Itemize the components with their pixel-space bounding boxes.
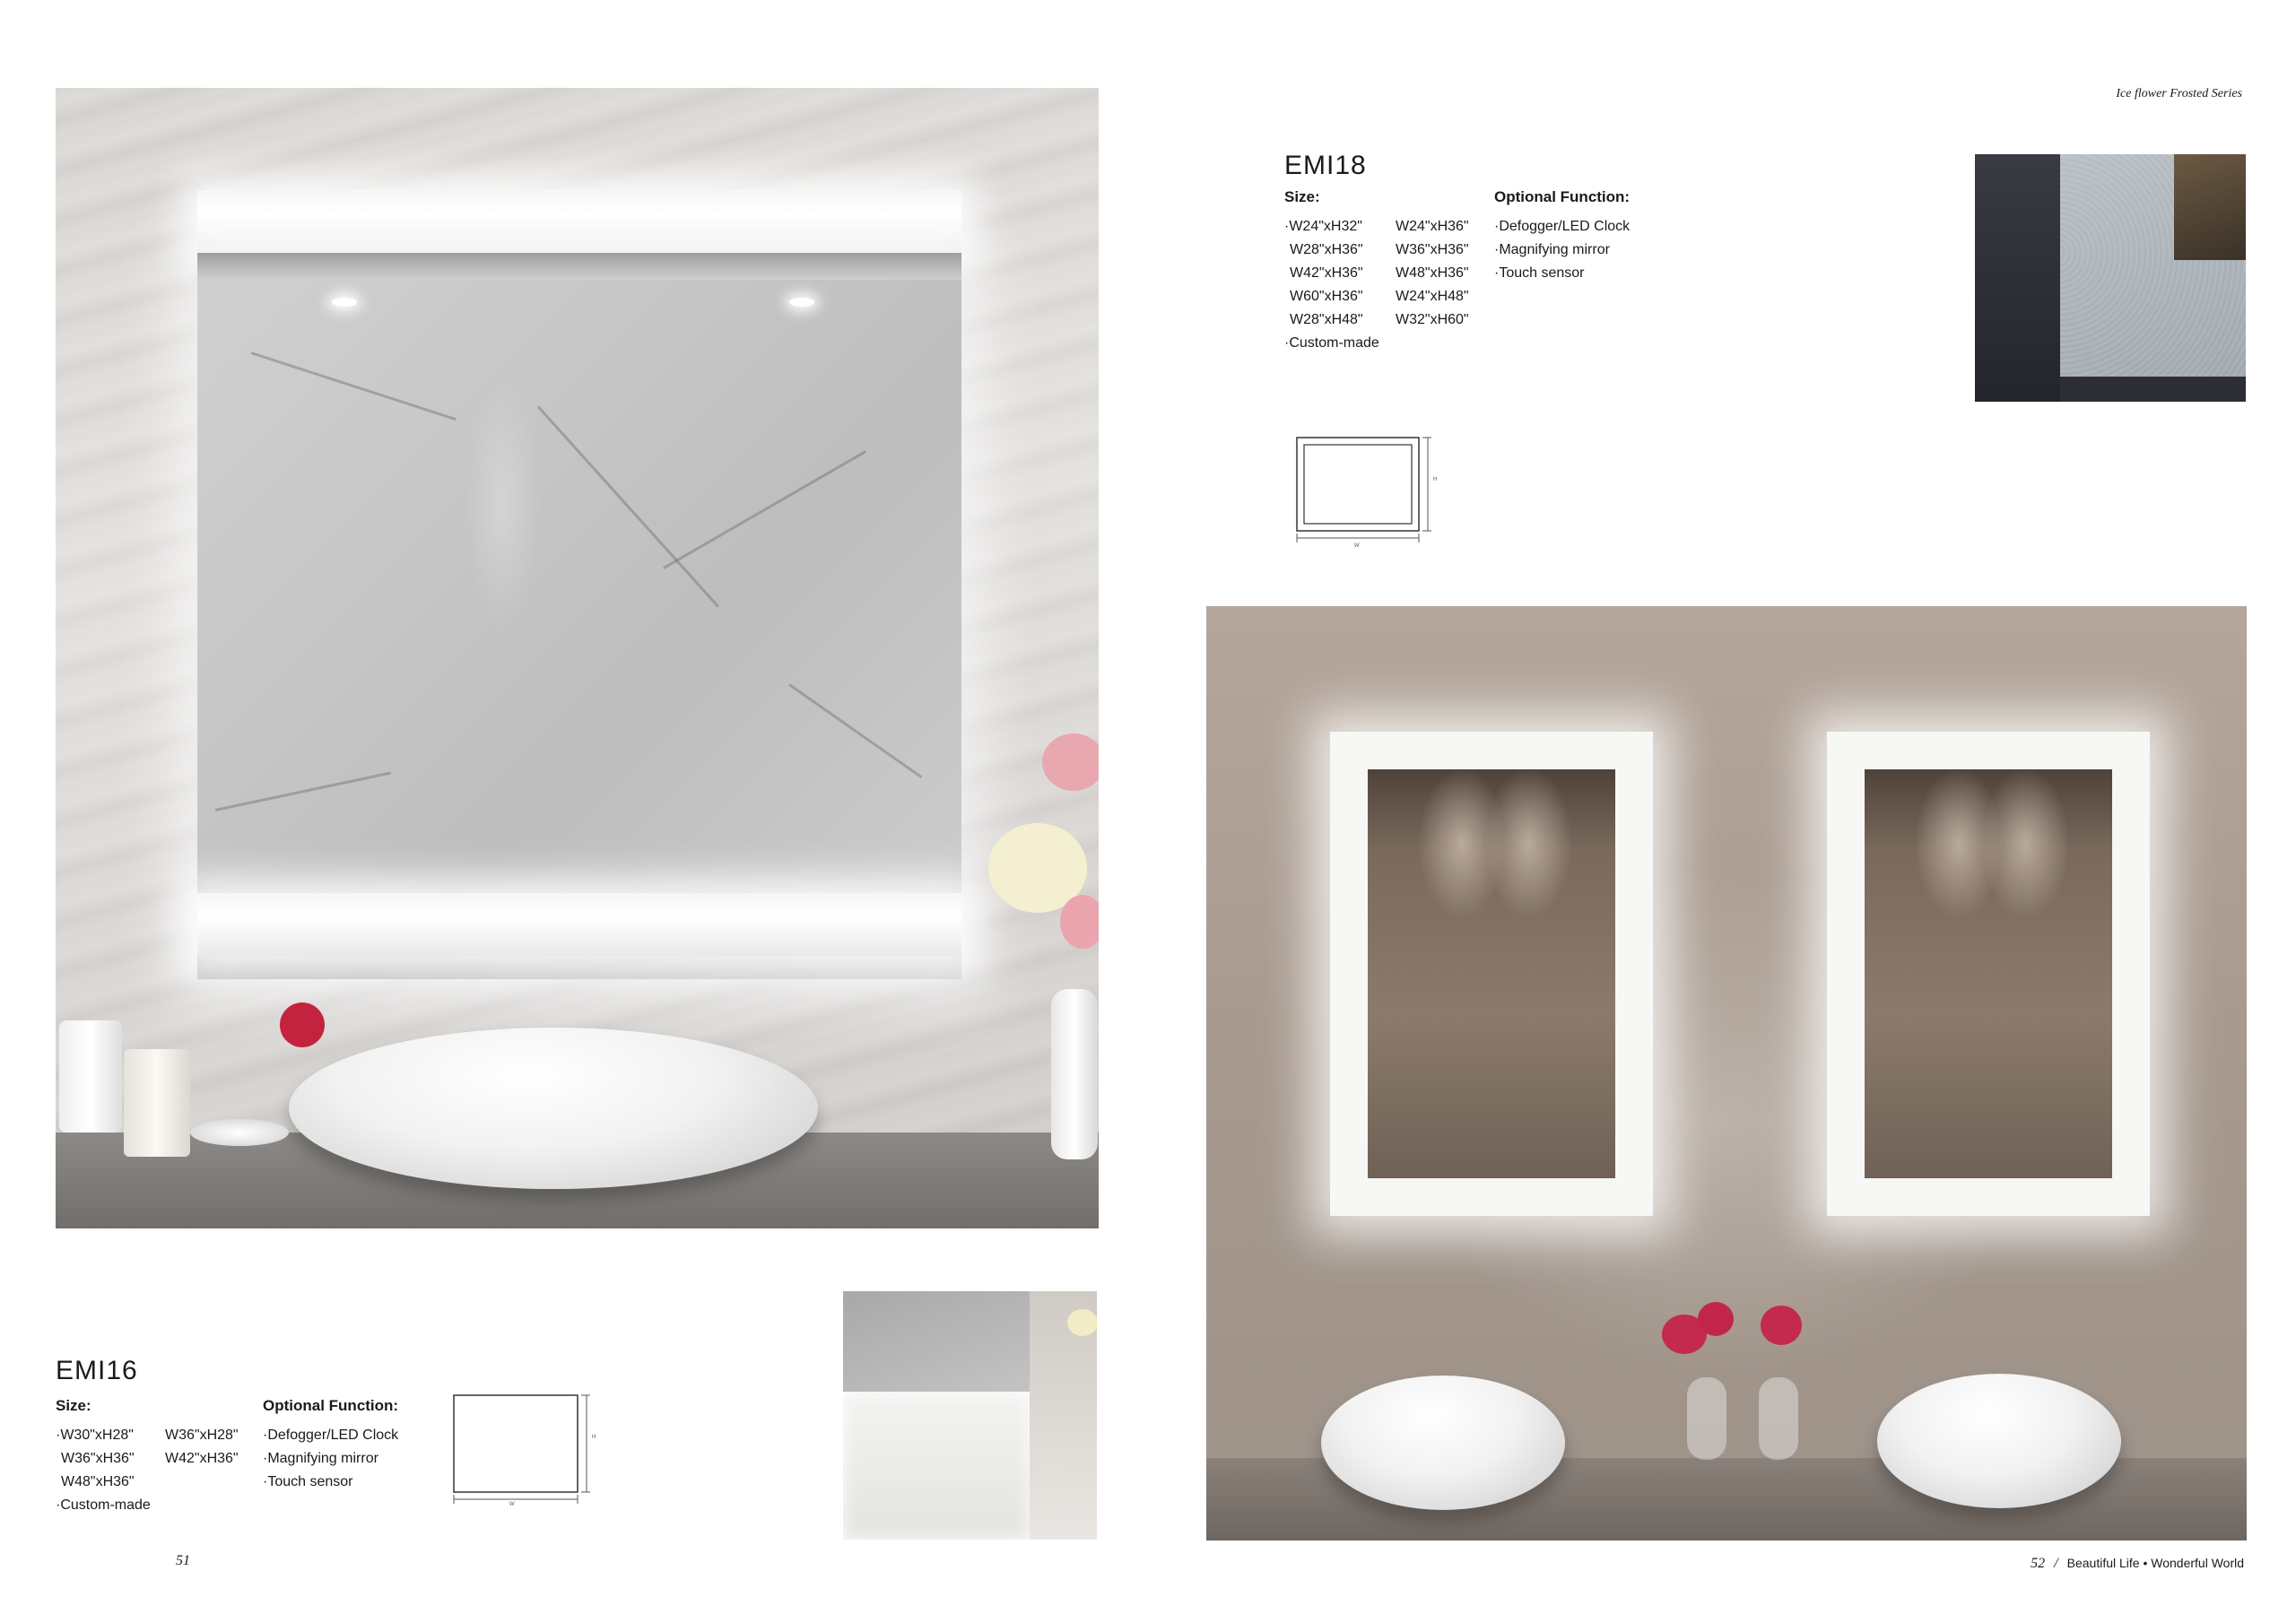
dimension-diagram-emi18 [1292,432,1439,549]
size-item: W48"xH36" [61,1474,135,1489]
size-item: W36"xH36" [61,1451,135,1466]
soap-dispenser [59,1020,122,1133]
photo-emi18-bathroom [1206,606,2247,1541]
function-list [263,1424,398,1494]
diagram-h-label: H [1433,477,1438,482]
size-item: W48"xH36" [1396,265,1469,281]
diagram-h-label: H [592,1435,596,1440]
diagram-w-label: W [509,1502,515,1507]
cup [124,1049,190,1157]
size-item: W28"xH48" [1290,312,1363,327]
size-list-col1 [1284,215,1379,355]
vessel-basin-left [1321,1376,1565,1510]
photo-emi16-bathroom [56,88,1099,1228]
flower-red [1761,1306,1802,1345]
size-item: W28"xH36" [1290,242,1363,257]
function-list [1494,215,1630,285]
size-item: W60"xH36" [1290,289,1363,304]
size-list-col2 [165,1424,239,1471]
photo-emi18-frost-detail [1975,154,2246,402]
size-item: W36"xH36" [1396,242,1469,257]
glass-vase [1759,1377,1798,1460]
size-item: W24"xH48" [1396,289,1469,304]
flower-red [280,1002,325,1047]
size-item: W42"xH36" [1290,265,1363,281]
page-number-right: 52 [2031,1556,2046,1571]
vessel-basin [289,1028,818,1189]
size-item: W42"xH36" [165,1451,239,1466]
flower-red [1698,1302,1734,1336]
function-item: ·Magnifying mirror [1494,242,1610,257]
optional-function-label: Optional Function: [1494,188,1631,205]
size-list-col1 [56,1424,151,1517]
size-item: W32"xH60" [1396,312,1469,327]
flower-pink [1042,733,1099,791]
footer-right [2031,1556,2244,1572]
frosted-band-top [197,190,961,253]
model-title-emi18: EMI18 [1284,151,1367,180]
size-item: W36"xH28" [165,1428,239,1443]
optional-function-label: Optional Function: [263,1397,399,1414]
mirror-emi16 [197,253,961,979]
soap-dish [190,1119,289,1146]
mirror-emi18-right [1827,732,2150,1216]
function-item: ·Defogger/LED Clock [1494,219,1631,234]
size-item: ·W30"xH28" [56,1428,134,1443]
photo-emi16-frost-detail [843,1291,1097,1540]
size-list-col2 [1396,215,1469,332]
mirror-emi18-left [1330,732,1653,1216]
function-item: ·Touch sensor [263,1474,353,1489]
flower-pink [1060,895,1099,949]
diagram-w-label: W [1354,543,1360,549]
function-item: ·Magnifying mirror [263,1451,378,1466]
size-label: Size: [56,1397,91,1414]
page-number-left: 51 [176,1553,190,1568]
size-item: ·Custom-made [56,1497,151,1513]
footer-tagline: Beautiful Life • Wonderful World [2066,1556,2244,1570]
size-item: W24"xH36" [1396,219,1469,234]
page-separator: / [2054,1556,2058,1571]
function-item: ·Defogger/LED Clock [263,1428,399,1443]
vessel-basin-right [1877,1374,2121,1508]
glass-vase [1687,1377,1726,1460]
function-item: ·Touch sensor [1494,265,1585,281]
vase [1051,989,1098,1159]
frosted-band-bottom [197,893,961,956]
size-item: ·Custom-made [1284,335,1379,351]
dimension-diagram-emi16 [448,1390,601,1506]
series-title: Ice flower Frosted Series [2116,87,2242,100]
size-label: Size: [1284,188,1320,205]
size-item: ·W24"xH32" [1284,219,1362,234]
model-title-emi16: EMI16 [56,1356,138,1385]
